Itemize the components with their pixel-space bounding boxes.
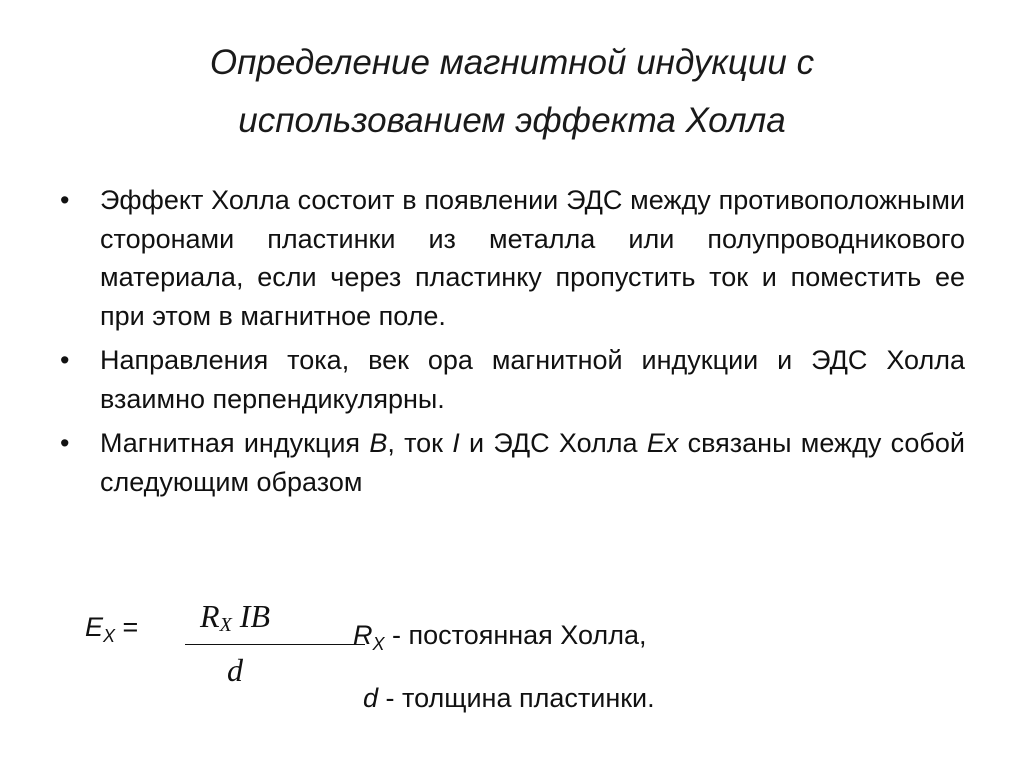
legend-r-sub: X bbox=[372, 634, 385, 654]
bullet-text-part: и ЭДС Холла bbox=[459, 428, 647, 458]
formula-e: E bbox=[85, 612, 104, 642]
bullet-text: Эффект Холла состоит в появлении ЭДС между противоположными сторонами пластинки из металла или полупроводникового материала, если через пластинку пропустить ток и поместить ее при этом в магнитное поле. bbox=[100, 185, 965, 331]
bullet-text-part: Магнитная индукция bbox=[100, 428, 370, 458]
bullet-text: Направления тока, век ора магнитной индукции и ЭДС Холла взаимно перпендикулярны. bbox=[100, 345, 965, 414]
hall-formula bbox=[85, 598, 295, 696]
legend-r-text: - постоянная Холла, bbox=[384, 620, 647, 650]
bullet-perpendicular-directions bbox=[60, 341, 965, 418]
symbol-i: I bbox=[452, 428, 460, 458]
bullet-text-part: связаны между собой следующим образом bbox=[100, 428, 965, 497]
title-line-2: использованием эффекта Холла bbox=[238, 101, 786, 140]
fraction-bar bbox=[185, 644, 365, 645]
formula-r-sub: X bbox=[219, 614, 232, 636]
bullet-marker bbox=[60, 424, 80, 463]
title-line-1: Определение магнитной индукции с bbox=[209, 43, 815, 82]
bullet-marker bbox=[60, 341, 80, 380]
legend-thickness bbox=[363, 683, 655, 714]
legend-d-text: - толщина пластинки. bbox=[378, 683, 655, 713]
symbol-b: B bbox=[369, 428, 388, 458]
formula-r: R bbox=[200, 598, 220, 634]
symbol-ex: Ex bbox=[646, 428, 679, 458]
slide-title bbox=[0, 34, 1024, 150]
legend-r-symbol: R bbox=[353, 620, 373, 650]
formula-denominator: d bbox=[227, 652, 243, 688]
formula-ib: IB bbox=[231, 598, 270, 634]
bullet-list bbox=[60, 181, 965, 507]
bullet-marker bbox=[60, 181, 80, 220]
legend-d-symbol: d bbox=[363, 683, 379, 713]
formula-numerator bbox=[185, 598, 285, 637]
formula-e-sub: X bbox=[103, 626, 116, 646]
legend-hall-constant bbox=[353, 620, 646, 655]
bullet-relation bbox=[60, 424, 965, 501]
bullet-hall-effect-definition bbox=[60, 181, 965, 335]
formula-lhs bbox=[85, 612, 138, 647]
bullet-text-part: , ток bbox=[387, 428, 453, 458]
formula-equals: = bbox=[115, 612, 139, 642]
